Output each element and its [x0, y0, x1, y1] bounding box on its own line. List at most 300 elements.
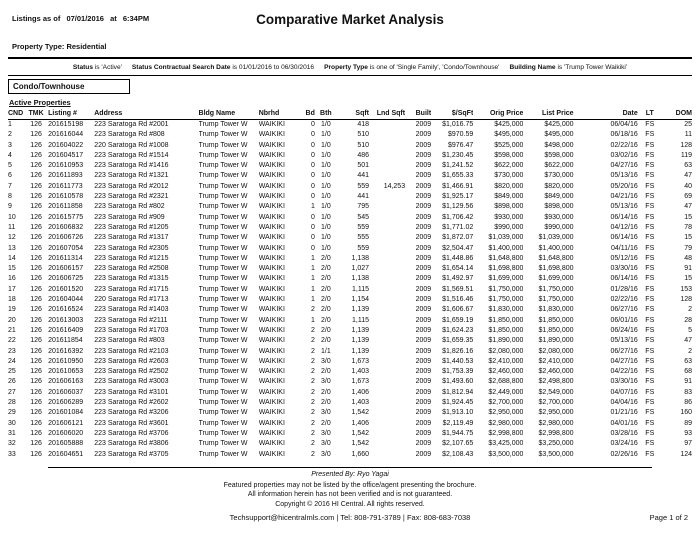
cell-list: $990,000: [544, 223, 574, 231]
cell-ppsf: $1,569.51: [442, 285, 474, 293]
criteria-label: Property Type: [324, 64, 368, 71]
cell-cnd: 18: [8, 296, 16, 304]
cell-lt: FS: [645, 254, 655, 262]
cell-lt: FS: [645, 141, 655, 149]
header-divider: [8, 57, 692, 59]
cell-ppsf: $1,826.16: [442, 347, 474, 355]
cell-lndsqft: [369, 336, 405, 346]
cell-lndsqft: [369, 151, 405, 161]
cell-bd: 0: [310, 151, 315, 159]
cell-tmk: 126: [30, 244, 42, 252]
cell-bd: 0: [310, 141, 315, 149]
cell-built: 2009: [415, 254, 432, 262]
cell-cnd: 28: [8, 399, 16, 407]
cell-lt: FS: [645, 213, 655, 221]
cell-bd: 1: [310, 275, 315, 283]
cell-date: 05/12/16: [610, 254, 638, 262]
cell-nbrhd: WAIKIKI: [258, 275, 285, 283]
cell-bldg: Trump Tower W: [198, 306, 248, 314]
cell-address: 223 Saratoga Rd #2111: [94, 316, 168, 324]
cell-built: 2009: [415, 347, 432, 355]
cell-lt: FS: [645, 172, 655, 180]
cell-nbrhd: WAIKIKI: [258, 121, 285, 128]
cell-nbrhd: WAIKIKI: [258, 223, 285, 231]
column-header-ppsf: $/SqFt: [431, 109, 473, 120]
cell-orig: $2,449,000: [488, 388, 524, 396]
cell-orig: $2,998,800: [488, 429, 524, 437]
cell-bldg: Trump Tower W: [198, 378, 248, 386]
cell-listing: 201601520: [48, 285, 84, 293]
cell-listing: 201610578: [48, 193, 84, 201]
cell-bldg: Trump Tower W: [198, 285, 248, 293]
cell-date: 06/27/16: [610, 347, 638, 355]
cell-lt: FS: [645, 357, 655, 365]
cell-bd: 0: [310, 121, 315, 128]
cell-date: 06/24/16: [610, 326, 638, 334]
cell-orig: $1,750,000: [488, 285, 524, 293]
cell-address: 223 Saratoga Rd #3705: [94, 450, 169, 458]
cell-sqft: 1,542: [351, 440, 370, 448]
table-row: [8, 336, 692, 346]
cell-lndsqft: [369, 233, 405, 243]
cell-built: 2009: [415, 450, 432, 458]
cell-bth: 1/0: [321, 172, 331, 180]
cell-date: 03/28/16: [610, 429, 638, 437]
cell-listing: 201613003: [48, 316, 84, 324]
cell-bldg: Trump Tower W: [198, 316, 248, 324]
cell-date: 05/13/16: [610, 172, 638, 180]
cell-sqft: 1,673: [351, 378, 370, 386]
page-title: Comparative Market Analysis: [256, 12, 444, 27]
cell-bd: 2: [310, 306, 315, 314]
cell-address: 223 Saratoga Rd #3003: [94, 378, 169, 386]
listings-as-of-label: Listings as of: [12, 14, 61, 23]
cell-address: 223 Saratoga Rd #3706: [94, 429, 169, 437]
cell-nbrhd: WAIKIKI: [258, 326, 285, 334]
table-row: [8, 398, 692, 408]
cell-dom: 78: [684, 223, 692, 231]
table-row: [8, 151, 692, 161]
disclaimer-line-1: Featured properties may not be listed by the office/agent presenting the brochure.: [223, 481, 477, 489]
cell-lndsqft: [369, 171, 405, 181]
cell-bldg: Trump Tower W: [198, 326, 248, 334]
cell-orig: $1,648,800: [488, 254, 524, 262]
cell-cnd: 26: [8, 378, 16, 386]
cell-bldg: Trump Tower W: [198, 121, 248, 128]
cell-bth: 1/0: [321, 223, 331, 231]
cell-cnd: 23: [8, 347, 16, 355]
cell-lt: FS: [645, 203, 655, 211]
cell-bldg: Trump Tower W: [198, 265, 248, 273]
cell-bth: 1/0: [321, 151, 331, 159]
column-header-nbrhd: Nbrhd: [259, 109, 299, 120]
cell-lndsqft: [369, 120, 405, 131]
cell-lt: FS: [645, 296, 655, 304]
cell-date: 03/30/16: [610, 265, 638, 273]
cell-date: 04/04/16: [610, 399, 638, 407]
cell-cnd: 12: [8, 234, 16, 242]
column-header-built: Built: [405, 109, 431, 120]
cell-built: 2009: [415, 296, 432, 304]
cell-lndsqft: [369, 130, 405, 140]
cell-sqft: 1,139: [351, 306, 370, 314]
cell-address: 223 Saratoga Rd #808: [94, 131, 165, 139]
cell-bd: 1: [310, 254, 315, 262]
cell-ppsf: $1,924.45: [442, 399, 474, 407]
cell-orig: $525,000: [494, 141, 524, 149]
cell-orig: $3,500,000: [488, 450, 524, 458]
cell-lt: FS: [645, 347, 655, 355]
cell-address: 223 Saratoga Rd #1514: [94, 151, 169, 159]
table-row: [8, 408, 692, 418]
cell-bldg: Trump Tower W: [198, 172, 248, 180]
cell-orig: $1,699,000: [488, 275, 524, 283]
cell-bd: 2: [310, 429, 315, 437]
cell-ppsf: $1,925.17: [442, 193, 474, 201]
cell-ppsf: $1,492.97: [442, 275, 474, 283]
cell-ppsf: $1,624.23: [442, 326, 474, 334]
cell-orig: $1,750,000: [488, 296, 524, 304]
cell-list: $1,698,800: [538, 265, 574, 273]
cell-bth: 1/0: [321, 213, 331, 221]
cell-built: 2009: [415, 172, 432, 180]
cell-ppsf: $2,504.47: [442, 244, 474, 252]
cell-bd: 0: [310, 234, 315, 242]
cell-bldg: Trump Tower W: [198, 193, 248, 201]
cell-dom: 160: [680, 409, 692, 417]
cell-tmk: 126: [30, 296, 42, 304]
cell-ppsf: $1,659.19: [442, 316, 474, 324]
cell-list: $1,699,000: [538, 275, 574, 283]
cell-list: $1,039,000: [538, 234, 574, 242]
cell-orig: $2,080,000: [488, 347, 524, 355]
cell-sqft: 1,138: [351, 275, 370, 283]
cell-nbrhd: WAIKIKI: [258, 203, 285, 211]
cell-cnd: 7: [8, 182, 12, 190]
cell-address: 223 Saratoga Rd #2603: [94, 357, 169, 365]
cell-tmk: 126: [30, 162, 42, 170]
cell-sqft: 559: [357, 182, 370, 190]
cell-built: 2009: [415, 429, 432, 437]
contact-line: Techsupport@hicentralmls.com | Tel: 808-791-3789 | Fax: 808-683-7038: [229, 513, 471, 523]
cell-lndsqft: [369, 408, 405, 418]
table-row: [8, 274, 692, 284]
cell-sqft: 1,542: [351, 429, 370, 437]
table-row: [8, 316, 692, 326]
cell-nbrhd: WAIKIKI: [258, 450, 285, 458]
cell-tmk: 126: [30, 419, 42, 427]
cell-bldg: Trump Tower W: [198, 347, 248, 355]
cell-date: 02/26/16: [610, 450, 638, 458]
cell-tmk: 126: [30, 141, 42, 149]
cell-list: $898,000: [544, 203, 574, 211]
cell-date: 01/21/16: [610, 409, 638, 417]
cell-listing: 201606020: [48, 429, 84, 437]
cell-list: $1,830,000: [538, 306, 574, 314]
cell-bth: 3/0: [321, 429, 331, 437]
cell-ppsf: $1,493.60: [442, 378, 474, 386]
cell-nbrhd: WAIKIKI: [258, 172, 285, 180]
cell-date: 01/28/16: [610, 285, 638, 293]
cell-bth: 3/0: [321, 409, 331, 417]
cell-lt: FS: [645, 193, 655, 201]
cell-address: 223 Saratoga Rd #2001: [94, 121, 169, 128]
cell-bd: 2: [310, 347, 315, 355]
cell-address: 223 Saratoga Rd #1403: [94, 306, 169, 314]
cell-bth: 1/0: [321, 162, 331, 170]
column-header-tmk: TMK: [24, 109, 48, 120]
cell-list: $1,750,000: [538, 296, 574, 304]
cell-nbrhd: WAIKIKI: [258, 151, 285, 159]
cell-lndsqft: 14,253: [383, 182, 406, 190]
cell-list: $2,950,000: [538, 409, 574, 417]
cell-orig: $495,000: [494, 131, 524, 139]
cell-lt: FS: [645, 306, 655, 314]
cell-dom: 47: [684, 337, 692, 345]
cell-tmk: 126: [30, 213, 42, 221]
cell-tmk: 126: [30, 347, 42, 355]
search-criteria-line: [8, 64, 692, 71]
cell-ppsf: $1,516.46: [442, 296, 474, 304]
criteria-label: Status Contractual Search Date: [131, 64, 231, 71]
criteria-label: Building Name: [509, 64, 556, 71]
cell-sqft: 1,115: [352, 285, 370, 293]
cell-list: $1,750,000: [538, 285, 574, 293]
cell-orig: $2,460,000: [488, 368, 524, 376]
table-row: [8, 120, 692, 131]
cell-orig: $1,850,000: [488, 316, 524, 324]
table-bottom-divider: [48, 467, 652, 468]
table-row: [8, 285, 692, 295]
cell-sqft: 441: [357, 193, 370, 201]
cell-bth: 1/0: [321, 203, 331, 211]
cell-built: 2009: [415, 419, 432, 427]
column-header-list: List Price: [523, 109, 573, 120]
cell-bd: 1: [310, 316, 315, 324]
cell-built: 2009: [415, 357, 432, 365]
cell-cnd: 5: [8, 162, 12, 170]
cell-nbrhd: WAIKIKI: [258, 429, 285, 437]
cell-built: 2009: [415, 326, 432, 334]
cell-dom: 89: [684, 419, 692, 427]
table-row: [8, 202, 692, 212]
cell-ppsf: $2,107.65: [442, 440, 474, 448]
at-label: at: [110, 14, 117, 23]
cell-bd: 2: [310, 357, 315, 365]
cell-bd: 2: [310, 419, 315, 427]
cell-dom: 47: [684, 172, 692, 180]
cell-bd: 0: [310, 193, 315, 201]
listings-time: 6:34PM: [122, 14, 150, 23]
cell-bldg: Trump Tower W: [198, 419, 248, 427]
cell-list: $2,410,000: [538, 357, 574, 365]
criteria-segment: [324, 64, 499, 71]
cell-built: 2009: [415, 378, 432, 386]
column-header-address: Address: [94, 109, 198, 120]
cell-tmk: 126: [30, 368, 42, 376]
cell-list: $2,998,800: [538, 429, 574, 437]
cell-date: 04/01/16: [610, 419, 638, 427]
cell-date: 06/14/16: [610, 213, 638, 221]
table-row: [8, 141, 692, 151]
cell-lt: FS: [645, 234, 655, 242]
cell-listing: 201604517: [48, 151, 84, 159]
cell-bldg: Trump Tower W: [198, 223, 248, 231]
table-row: [8, 295, 692, 305]
cell-listing: 201601084: [48, 409, 84, 417]
cell-sqft: 559: [357, 244, 370, 252]
cell-ppsf: $2,108.43: [442, 450, 474, 458]
cell-sqft: 1,139: [351, 337, 370, 345]
cell-ppsf: $1,230.45: [442, 151, 474, 159]
cell-date: 04/12/16: [610, 223, 638, 231]
cell-lndsqft: [369, 254, 405, 264]
cell-listing: 201606121: [48, 419, 84, 427]
cell-lndsqft: [369, 429, 405, 439]
cell-list: $622,000: [544, 162, 574, 170]
cell-lt: FS: [645, 316, 655, 324]
cell-cnd: 1: [8, 121, 12, 128]
cell-ppsf: $976.47: [447, 141, 474, 149]
cell-lt: FS: [645, 162, 655, 170]
cell-address: 223 Saratoga Rd #1315: [94, 275, 169, 283]
cell-orig: $2,980,000: [488, 419, 524, 427]
cell-bldg: Trump Tower W: [198, 450, 248, 458]
cell-cnd: 19: [8, 306, 16, 314]
cell-bd: 0: [310, 162, 315, 170]
cell-lndsqft: [369, 347, 405, 357]
table-row: [8, 254, 692, 264]
cell-listing: 201611773: [48, 182, 83, 190]
cell-listing: 201606037: [48, 388, 84, 396]
cell-bldg: Trump Tower W: [198, 203, 248, 211]
category-box: Condo/Townhouse: [8, 79, 130, 94]
cell-list: $3,250,000: [538, 440, 574, 448]
cell-listing: 201616044: [48, 131, 84, 139]
cell-list: $1,890,000: [538, 337, 574, 345]
cell-dom: 28: [684, 316, 692, 324]
cell-bldg: Trump Tower W: [198, 131, 248, 139]
cell-orig: $1,039,000: [488, 234, 524, 242]
cell-address: 223 Saratoga Rd #2321: [94, 193, 169, 201]
cell-date: 06/18/16: [610, 131, 638, 139]
cell-built: 2009: [415, 368, 432, 376]
cell-lndsqft: [369, 213, 405, 223]
cell-dom: 83: [684, 388, 692, 396]
cell-orig: $1,698,800: [488, 265, 524, 273]
cell-orig: $990,000: [494, 223, 524, 231]
table-row: [8, 419, 692, 429]
cell-tmk: 126: [30, 399, 42, 407]
cell-nbrhd: WAIKIKI: [258, 409, 285, 417]
table-row: [8, 305, 692, 315]
cell-ppsf: $1,659.35: [442, 337, 474, 345]
cell-bldg: Trump Tower W: [198, 296, 248, 304]
table-row: [8, 367, 692, 377]
cell-nbrhd: WAIKIKI: [258, 440, 285, 448]
cell-cnd: 8: [8, 193, 12, 201]
cell-ppsf: $1,913.10: [442, 409, 474, 417]
cell-lndsqft: [369, 161, 405, 171]
column-header-bldg: Bldg Name: [199, 109, 259, 120]
cell-address: 223 Saratoga Rd #909: [94, 213, 165, 221]
cell-built: 2009: [415, 223, 432, 231]
cell-lt: FS: [645, 121, 655, 128]
cell-cnd: 9: [8, 203, 12, 211]
cell-bldg: Trump Tower W: [198, 357, 248, 365]
cell-dom: 119: [680, 151, 692, 159]
table-row: [8, 171, 692, 181]
cell-cnd: 24: [8, 357, 16, 365]
cell-cnd: 25: [8, 368, 16, 376]
cell-sqft: 418: [357, 121, 370, 128]
cell-list: $849,000: [544, 193, 574, 201]
cell-cnd: 6: [8, 172, 12, 180]
presented-by-line: Presented By: Ryo Yagai: [311, 470, 389, 478]
cell-listing: 201604022: [48, 141, 84, 149]
cell-address: 223 Saratoga Rd #803: [94, 337, 165, 345]
criteria-value: is 01/01/2016 to 06/30/2016: [230, 64, 315, 71]
cell-tmk: 126: [30, 450, 42, 458]
cell-listing: 201606163: [48, 378, 84, 386]
cell-bth: 2/0: [321, 337, 331, 345]
cell-bth: 2/0: [321, 326, 331, 334]
column-header-dom: DOM: [662, 109, 692, 120]
cell-sqft: 1,138: [351, 254, 370, 262]
cell-listing: 201606726: [48, 234, 84, 242]
cell-sqft: 555: [357, 234, 370, 242]
cell-lndsqft: [369, 274, 405, 284]
cell-bd: 2: [310, 409, 315, 417]
cell-address: 223 Saratoga Rd #1703: [94, 326, 169, 334]
cell-sqft: 1,139: [351, 326, 370, 334]
cell-tmk: 126: [30, 378, 42, 386]
cell-nbrhd: WAIKIKI: [258, 388, 285, 396]
cell-date: 06/04/16: [610, 121, 638, 128]
disclaimer-line-2: All information herein has not been verified and is not guaranteed.: [247, 491, 453, 499]
listings-table-header: [8, 109, 692, 120]
cell-bd: 2: [310, 326, 315, 334]
cell-orig: $930,000: [494, 213, 524, 221]
cell-cnd: 17: [8, 285, 16, 293]
cell-address: 223 Saratoga Rd #1416: [94, 162, 169, 170]
cell-date: 04/07/16: [610, 388, 638, 396]
column-header-bth: Bth: [315, 109, 337, 120]
column-header-date: Date: [574, 109, 638, 120]
cell-sqft: 501: [357, 162, 370, 170]
cell-dom: 79: [684, 244, 692, 252]
cell-cnd: 10: [8, 213, 16, 221]
cell-address: 223 Saratoga Rd #2502: [94, 368, 169, 376]
criteria-segment: [73, 64, 122, 71]
cell-bth: 1/0: [321, 182, 331, 190]
cell-lndsqft: [369, 223, 405, 233]
cell-bth: 2/0: [321, 399, 331, 407]
cell-orig: $1,400,000: [488, 244, 524, 252]
cell-list: $930,000: [544, 213, 574, 221]
cell-bth: 1/0: [321, 244, 331, 252]
cell-lt: FS: [645, 450, 655, 458]
cell-listing: 201606289: [48, 399, 84, 407]
cell-tmk: 126: [30, 254, 42, 262]
cell-tmk: 126: [30, 265, 42, 273]
cell-nbrhd: WAIKIKI: [258, 213, 285, 221]
cell-listing: 201606832: [48, 223, 84, 231]
criteria-value: is one of 'Single Family', 'Condo/Townhouse': [367, 64, 500, 71]
cell-listing: 201616524: [48, 306, 84, 314]
cell-nbrhd: WAIKIKI: [258, 141, 285, 149]
cell-orig: $425,000: [494, 121, 524, 128]
